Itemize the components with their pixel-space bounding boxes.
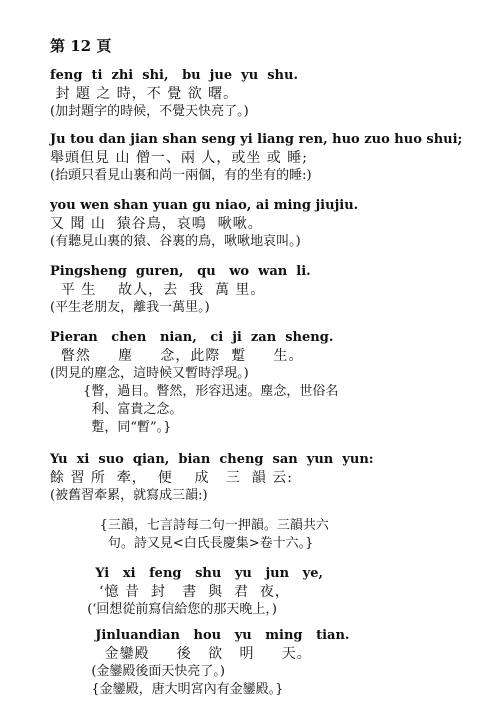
pinyin-line: feng ti zhi shi, bu jue yu shu. (50, 68, 298, 83)
pinyin-line: Pingsheng guren, qu wo wan li. (50, 264, 311, 279)
pinyin-line: Pieran chen nian, ci ji zan sheng. (50, 330, 334, 345)
hanzi-line: 餘 習 所 牽， 便 成 三 韻 云: (50, 470, 293, 486)
gloss-line: (‘回想從前寫信給您的那天晚上，) (50, 602, 277, 617)
hanzi-line: 金鑾殿 後 欲 明 天。 (50, 646, 312, 662)
hanzi-line: 封 題 之 時，不 覺 欲 曙。 (50, 86, 239, 102)
hanzi-line: 舉頭但見 山 僧一、兩 人，或坐 或 睡; (50, 150, 308, 166)
gloss-line: (金鑾殿後面天快亮了。) (50, 664, 225, 679)
gloss-line: (抬頭只看見山裏和尚一兩個，有的坐有的睡:) (50, 168, 312, 183)
gloss-line: (閃見的塵念，這時候又暫時浮現。) (50, 366, 249, 381)
page-title: 第 12 頁 (50, 37, 112, 55)
hanzi-line: 又 聞 山 猿谷鳥，哀鳴 啾啾。 (50, 216, 263, 232)
note-line: 蹔，同“暫”。} (50, 420, 172, 435)
pinyin-line: you wen shan yuan gu niao, ai ming jiujiu. (50, 198, 359, 213)
hanzi-line: 平 生 故人，去 我 萬 里。 (50, 282, 266, 298)
note-line: 句。詩又見<白氏長慶集>卷十六。} (50, 536, 314, 551)
gloss-line: (被舊習牽累，就寫成三韻:) (50, 488, 208, 503)
note-line: {金鑾殿，唐大明宮內有金鑾殿。} (50, 682, 284, 697)
pinyin-line: Yi xi feng shu yu jun ye, (50, 566, 323, 581)
gloss-line: (有聽見山裏的猿、谷裏的鳥，啾啾地哀叫。) (50, 234, 301, 249)
gloss-line: (加封題字的時候，不覺天快亮了。) (50, 104, 249, 119)
hanzi-line: ‘憶 昔 封 書 與 君 夜， (50, 584, 290, 600)
note-line: {瞥，過目。瞥然，形容迅速。塵念，世俗名 (50, 384, 339, 399)
note-line: {三韻，七言詩每二句一押韻。三韻共六 (50, 518, 329, 533)
hanzi-line: 瞥然 塵 念，此際 蹔 生。 (50, 348, 304, 364)
pinyin-line: Jinluandian hou yu ming tian. (50, 628, 350, 643)
pinyin-line: Ju tou dan jian shan seng yi liang ren, huo zuo huo shui; (50, 132, 463, 147)
gloss-line: (平生老朋友，離我一萬里。) (50, 300, 210, 315)
note-line: 利、富貴之念。 (50, 402, 183, 417)
pinyin-line: Yu xi suo qian, bian cheng san yun yun: (50, 452, 374, 467)
